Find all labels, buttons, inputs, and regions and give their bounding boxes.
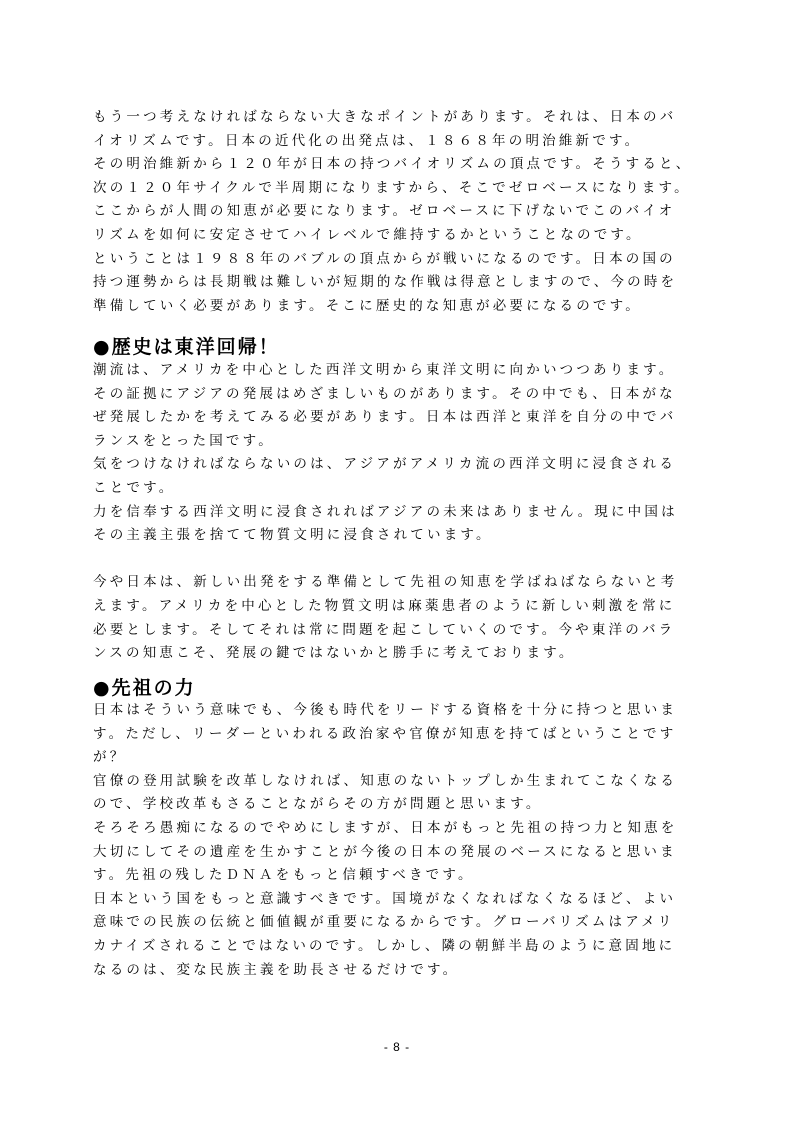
text-line: リズムを如何に安定させてハイレベルで維持するかということなのです。 [93, 226, 643, 243]
text-line: 潮流は、アメリカを中心とした西洋文明から東洋文明に向かいつつあります。 [93, 362, 676, 378]
text-line: えます。アメリカを中心とした物質文明は麻薬患者のように新しい刺激を常に [93, 597, 676, 614]
page-number: - 8 - [383, 1040, 411, 1054]
text-line: ので、学校改革もさることながらその方が問題と思います。 [93, 796, 543, 813]
text-line: ここからが人間の知恵が必要になります。ゼロベースに下げないでこのバイオ [93, 203, 676, 220]
text-line: もう一つ考えなければならない大きなポイントがあります。それは、日本のバ [93, 109, 677, 125]
text-line: 必要とします。そしてそれは常に問題を起こしていくのです。今や東洋のバラ [93, 621, 676, 638]
section-heading-history: ●歴史は東洋回帰！ [93, 336, 280, 358]
text-line: 日本という国をもっと意識すべきです。国境がなくなればなくなるほど、よい [93, 890, 677, 907]
text-line: ランスをとった国です。 [93, 432, 275, 449]
text-line: 準備していく必要があります。そこに歴史的な知恵が必要になるのです。 [93, 297, 642, 314]
section-heading-ancestors: ●先祖の力 [93, 677, 196, 699]
text-line: 持つ運勢からは長期戦は難しいが短期的な作戦は得意としますので、今の時を [93, 274, 678, 291]
text-line: 意味での民族の伝統と価値観が重要になるからです。グローバリズムはアメリ [93, 914, 675, 931]
text-line: その主義主張を捨てて物質文明に浸食されています。 [93, 527, 493, 544]
text-line [93, 548, 711, 572]
text-line: ンスの知恵こそ、発展の鍵ではないかと勝手に考えております。 [93, 645, 576, 662]
text-line: その明治維新から１２０年が日本の持つバイオリズムの頂点です。そうすると、 [93, 156, 693, 173]
text-line: す。ただし、リーダーといわれる政治家や官僚が知恵を持てばということです [93, 725, 677, 742]
text-line: なるのは、変な民族主義を助長させるだけです。 [93, 961, 460, 978]
text-line: ぜ発展したかを考えてみる必要があります。日本は西洋と東洋を自分の中でバ [93, 409, 677, 426]
text-line: その証拠にアジアの発展はめざましいものがあります。その中でも、日本がな [93, 385, 676, 402]
text-line: ということは１９８８年のバブルの頂点からが戦いになるのです。日本の国の [93, 250, 676, 267]
text-line: が？ [93, 749, 127, 766]
text-line: 日本はそういう意味でも、今後も時代をリードする資格を十分に持つと思いま [93, 702, 678, 718]
text-line: 今や日本は、新しい出発をする準備として先祖の知恵を学ばねばならないと考 [93, 574, 678, 591]
text-line: 気をつけなければならないのは、アジアがアメリカ流の西洋文明に浸食される [93, 456, 677, 473]
text-line: イオリズムです。日本の近代化の出発点は、１８６８年の明治維新です。 [93, 132, 642, 149]
text-line: 官僚の登用試験を改革しなければ、知恵のないトップしか生まれてこなくなる [93, 772, 678, 789]
intro-paragraph [93, 106, 711, 318]
text-line: 大切にしてその遺産を生かすことが今後の日本の発展のベースになると思いま [93, 843, 677, 860]
text-line: そろそろ愚痴になるのでやめにしますが、日本がもっと先祖の持つ力と知恵を [93, 819, 678, 836]
text-line: カナイズされることではないのです。しかし、隣の朝鮮半島のように意固地に [93, 937, 676, 954]
text-line: す。先祖の残したＤＮＡをもっと信頼すべきです。 [93, 867, 475, 884]
text-line: 次の１２０年サイクルで半周期になりますから、そこでゼロベースになります。 [93, 179, 691, 196]
text-line: 力を信奉する西洋文明に浸食されればアジアの未来はありません。現に中国は [93, 503, 678, 520]
ancestors-paragraph [93, 699, 711, 982]
text-line: ことです。 [93, 479, 176, 496]
history-paragraph [93, 359, 711, 666]
